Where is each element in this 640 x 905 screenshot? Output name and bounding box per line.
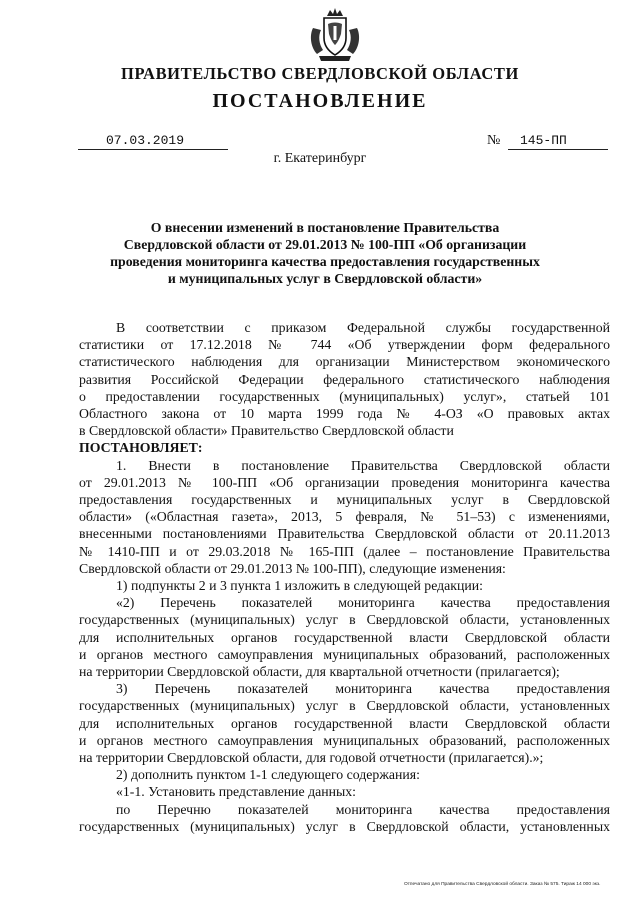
body-line: Областного закона от 10 марта 1999 года № 4-ОЗ «О правовых актах <box>79 406 610 422</box>
body-line: в Свердловской области» Правительство Свердловской области <box>79 423 454 439</box>
document-body <box>79 319 610 835</box>
body-line: 1. Внести в постановление Правительства Свердловской области <box>116 457 610 473</box>
body-line: государственных (муниципальных) услуг в Свердловской области, установленных <box>79 612 610 628</box>
title-line: О внесении изменений в постановление Правительства <box>150 220 500 235</box>
title-line: проведения мониторинга качества предоставления государственных <box>110 254 540 269</box>
city: г. Екатеринбург <box>273 151 367 166</box>
government-name: ПРАВИТЕЛЬСТВО СВЕРДЛОВСКОЙ ОБЛАСТИ <box>121 64 519 83</box>
document-type: ПОСТАНОВЛЕНИЕ <box>212 90 428 112</box>
body-line: от 29.01.2013 № 100-ПП «Об организации проведения мониторинга качества <box>79 474 610 490</box>
body-line: 2) дополнить пунктом 1-1 следующего содержания: <box>116 767 420 783</box>
body-line: предоставления государственных и муниципальных услуг в Свердловской <box>79 492 610 508</box>
body-line: о предоставлении государственных (муниципальных) услуг», статьей 101 <box>79 388 610 404</box>
body-line: статистического наблюдения для организации Министерством экономического <box>79 354 610 370</box>
body-line: 1) подпункты 2 и 3 пункта 1 изложить в следующей редакции: <box>116 578 483 594</box>
document-title <box>70 219 580 287</box>
document-date: 07.03.2019 <box>78 133 228 150</box>
body-line: и органов местного самоуправления муниципальных образований, расположенных <box>79 646 610 662</box>
body-line: 3) Перечень показателей мониторинга качества предоставления <box>116 681 610 697</box>
coat-of-arms-icon <box>305 6 365 64</box>
title-line: Свердловской области от 29.01.2013 № 100-ПП «Об организации <box>123 237 527 252</box>
body-line: Свердловской области от 29.01.2013 № 100-ПП), следующие изменения: <box>79 560 506 576</box>
body-line: государственных (муниципальных) услуг в Свердловской области, установленных <box>79 818 610 834</box>
body-line: для исполнительных органов государственной власти Свердловской области <box>79 715 610 731</box>
body-line: развития Российской Федерации федерального статистического наблюдения <box>79 371 610 387</box>
body-line: «2) Перечень показателей мониторинга качества предоставления <box>116 595 610 611</box>
body-line: и органов местного самоуправления муниципальных образований, расположенных <box>79 732 610 748</box>
body-line: № 1410-ПП и от 29.03.2018 № 165-ПП (далее – постановление Правительства <box>79 543 610 559</box>
document-number: 145-ПП <box>508 133 608 150</box>
body-line: по Перечню показателей мониторинга качества предоставления <box>116 801 610 817</box>
title-line: и муниципальных услуг в Свердловской области» <box>167 271 483 286</box>
body-line: «1-1. Установить представление данных: <box>116 784 356 800</box>
body-line: на территории Свердловской области, для годовой отчетности (прилагается).»; <box>79 750 544 766</box>
number-sign: № <box>487 133 501 148</box>
body-line: В соответствии с приказом Федеральной службы государственной <box>116 320 610 335</box>
body-line: для исполнительных органов государственной власти Свердловской области <box>79 629 610 645</box>
print-note: Отпечатано для Правительства Свердловской области. Заказ № 575. Тираж 14 000 экз. <box>404 882 601 887</box>
resolves-heading: ПОСТАНОВЛЯЕТ: <box>79 440 203 456</box>
body-line: области» («Областная газета», 2013, 5 февраля, № 51–53) с изменениями, <box>79 509 610 525</box>
body-line: на территории Свердловской области, для квартальной отчетности (прилагается); <box>79 664 560 680</box>
body-line: статистики от 17.12.2018 № 744 «Об утверждении форм федерального <box>79 337 610 353</box>
body-line: государственных (муниципальных) услуг в Свердловской области, установленных <box>79 698 610 714</box>
body-line: внесенными постановлениями Правительства Свердловской области от 20.11.2013 <box>79 526 610 542</box>
